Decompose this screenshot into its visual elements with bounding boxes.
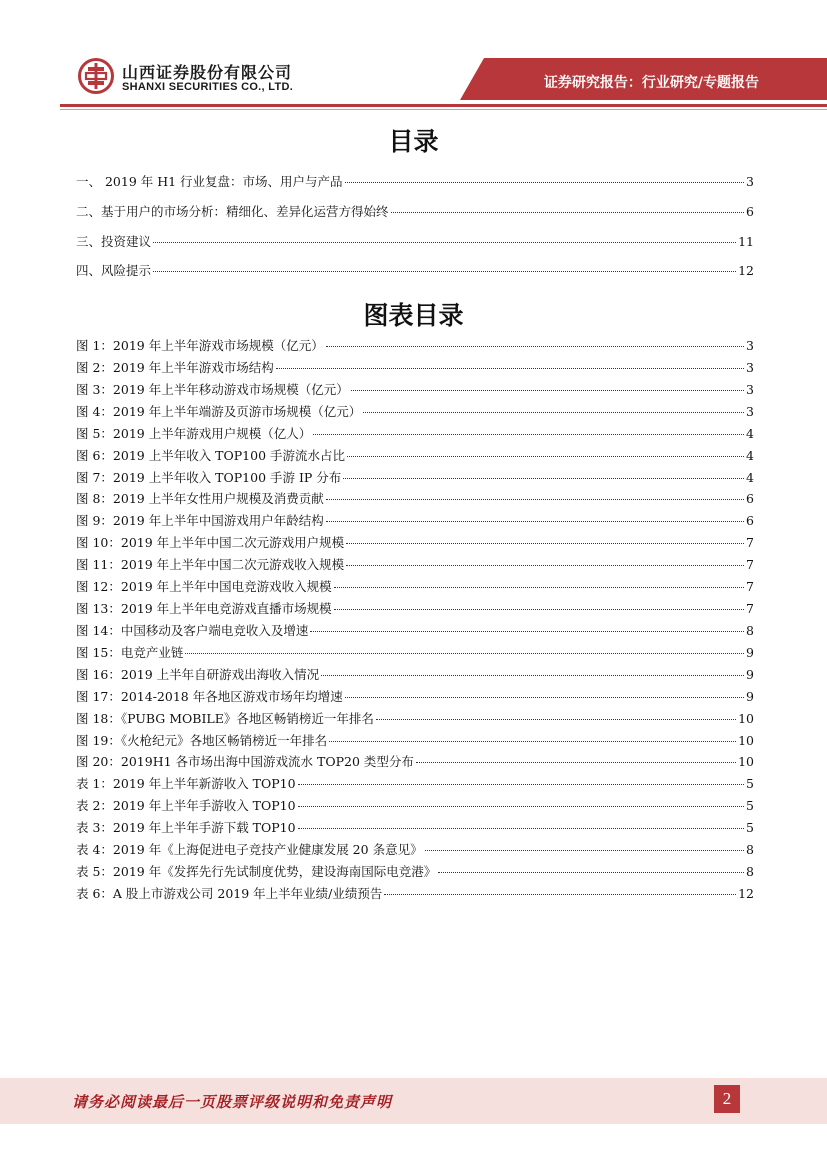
company-name-cn: 山西证券股份有限公司 (122, 63, 293, 82)
toc-item[interactable] (76, 172, 754, 192)
figure-list-item[interactable] (76, 796, 754, 816)
leader-dots (298, 783, 744, 785)
figure-item-page: 10 (738, 754, 754, 770)
leader-dots (153, 241, 736, 243)
figure-list-item[interactable] (76, 731, 754, 751)
figure-item-page: 3 (746, 381, 754, 397)
leader-dots (310, 630, 744, 632)
header-divider (60, 104, 827, 107)
company-name-en: SHANXI SECURITIES CO., LTD. (122, 81, 294, 93)
figure-list-item[interactable] (76, 489, 754, 509)
figure-list-item[interactable] (76, 818, 754, 838)
toc-item-label: 三、投资建议 (76, 234, 152, 249)
figure-item-label: 图 18：《PUBG MOBILE》各地区畅销榜近一年排名 (76, 710, 374, 726)
page-header (0, 0, 827, 110)
figure-item-page: 3 (746, 338, 754, 353)
figures-title: 图表目录 (363, 301, 464, 330)
figure-list-item[interactable] (76, 358, 754, 378)
figure-item-page: 7 (746, 557, 754, 573)
figure-list-item[interactable] (76, 643, 754, 663)
figure-list-item[interactable] (76, 774, 754, 794)
leader-dots (298, 805, 744, 807)
figure-list-item[interactable] (76, 884, 754, 904)
figure-item-page: 5 (746, 798, 754, 814)
figure-item-label: 图 6：2019 上半年收入 TOP100 手游流水占比 (76, 447, 346, 463)
figure-item-label: 图 11：2019 年上半年中国二次元游戏收入规模 (76, 557, 345, 573)
figure-item-label: 图 15：电竞产业链 (76, 644, 184, 660)
leader-dots (346, 542, 744, 544)
figure-item-label: 图 10：2019 年上半年中国二次元游戏用户规模 (76, 535, 345, 551)
figure-item-page: 6 (746, 491, 754, 507)
leader-dots (425, 849, 744, 851)
toc-item-page: 3 (746, 174, 754, 189)
report-type-label: 证券研究报告：行业研究/专题报告 (543, 75, 759, 91)
figure-item-label: 图 19：《火枪纪元》各地区畅销榜近一年排名 (76, 732, 328, 748)
figure-item-page: 9 (746, 666, 754, 682)
figure-item-page: 3 (746, 359, 754, 375)
figure-item-label: 表 5：2019 年《发挥先行先试制度优势，建设海南国际电竞港》 (76, 864, 437, 880)
leader-dots (346, 564, 744, 566)
toc-item[interactable] (76, 232, 754, 252)
figure-item-page: 10 (738, 710, 754, 726)
figure-item-page: 4 (746, 447, 754, 463)
figure-list-item[interactable] (76, 709, 754, 729)
company-logo-icon (78, 58, 114, 94)
figure-list-item[interactable] (76, 752, 754, 772)
figure-item-label: 图 16：2019 上半年自研游戏出海收入情况 (76, 666, 320, 682)
toc-item-label: 二、基于用户的市场分析：精细化、差异化运营方得始终 (76, 204, 389, 219)
leader-dots (326, 498, 744, 500)
page-number: 2 (714, 1085, 740, 1113)
figure-list-item[interactable] (76, 402, 754, 422)
toc-item[interactable] (76, 202, 754, 222)
figure-item-label: 图 17：2014-2018 年各地区游戏市场年均增速 (76, 688, 343, 704)
figure-list-item[interactable] (76, 380, 754, 400)
leader-dots (351, 389, 744, 391)
figure-item-page: 6 (746, 513, 754, 529)
figure-item-page: 12 (738, 886, 754, 901)
toc-item-page: 6 (746, 204, 754, 219)
leader-dots (345, 181, 744, 183)
figure-list-item[interactable] (76, 840, 754, 860)
figure-list-item[interactable] (76, 577, 754, 597)
leader-dots (416, 761, 736, 763)
figure-item-label: 表 4：2019 年《上海促进电子竞技产业健康发展 20 条意见》 (76, 842, 423, 858)
figure-item-label: 表 1：2019 年上半年新游收入 TOP10 (76, 776, 296, 792)
toc-item-label: 一、 2019 年 H1 行业复盘：市场、用户与产品 (76, 174, 343, 189)
figure-item-label: 表 3：2019 年上半年手游下载 TOP10 (76, 820, 296, 836)
figure-item-page: 9 (746, 688, 754, 704)
figure-item-label: 图 13：2019 年上半年电竞游戏直播市场规模 (76, 601, 332, 617)
leader-dots (438, 871, 744, 873)
leader-dots (384, 893, 736, 895)
leader-dots (347, 455, 744, 457)
figure-list-item[interactable] (76, 336, 754, 356)
leader-dots (343, 477, 744, 479)
figure-item-page: 9 (746, 644, 754, 660)
figure-list-item[interactable] (76, 424, 754, 444)
leader-dots (185, 652, 744, 654)
leader-dots (334, 608, 744, 610)
leader-dots (391, 211, 745, 213)
figure-item-label: 图 2：2019 年上半年游戏市场结构 (76, 359, 274, 375)
leader-dots (276, 367, 744, 369)
figure-item-label: 表 6：A 股上市游戏公司 2019 年上半年业绩/业绩预告 (76, 886, 383, 901)
figure-item-label: 图 4：2019 年上半年端游及页游市场规模（亿元） (76, 403, 362, 419)
figure-item-page: 8 (746, 864, 754, 880)
toc-item[interactable] (76, 261, 754, 281)
figure-item-label: 图 9：2019 年上半年中国游戏用户年龄结构 (76, 513, 324, 529)
figure-list-item[interactable] (76, 621, 754, 641)
header-divider-thin (60, 109, 827, 110)
figure-list-item[interactable] (76, 665, 754, 685)
figure-item-page: 7 (746, 601, 754, 617)
leader-dots (313, 433, 744, 435)
figure-item-page: 4 (746, 469, 754, 485)
leader-dots (334, 586, 744, 588)
leader-dots (153, 270, 736, 272)
figure-item-label: 图 8：2019 上半年女性用户规模及消费贡献 (76, 491, 324, 507)
leader-dots (345, 696, 744, 698)
figure-list-item[interactable] (76, 468, 754, 488)
toc-item-page: 12 (738, 263, 754, 278)
figure-item-label: 图 3：2019 年上半年移动游戏市场规模（亿元） (76, 381, 349, 397)
figure-item-page: 7 (746, 535, 754, 551)
leader-dots (326, 345, 744, 347)
leader-dots (329, 740, 736, 742)
figure-item-page: 4 (746, 425, 754, 441)
leader-dots (326, 520, 744, 522)
leader-dots (321, 674, 744, 676)
figure-list-item[interactable] (76, 446, 754, 466)
figure-item-page: 10 (738, 732, 754, 748)
figure-list-item[interactable] (76, 555, 754, 575)
figure-item-label: 表 2：2019 年上半年手游收入 TOP10 (76, 798, 296, 814)
figure-item-page: 5 (746, 776, 754, 792)
figure-item-label: 图 20：2019H1 各市场出海中国游戏流水 TOP20 类型分布 (76, 754, 414, 770)
figure-item-page: 8 (746, 622, 754, 638)
figure-item-label: 图 7：2019 上半年收入 TOP100 手游 IP 分布 (76, 469, 342, 485)
figure-list-item[interactable] (76, 687, 754, 707)
figure-item-label: 图 12：2019 年上半年中国电竞游戏收入规模 (76, 579, 332, 595)
figure-item-label: 图 14：中国移动及客户端电竞收入及增速 (76, 622, 309, 638)
figure-item-page: 5 (746, 820, 754, 836)
figure-list-item[interactable] (76, 511, 754, 531)
figure-item-page: 8 (746, 842, 754, 858)
toc-title: 目录 (388, 127, 439, 156)
toc-item-label: 四、风险提示 (76, 263, 152, 278)
leader-dots (298, 827, 744, 829)
figure-list-item[interactable] (76, 862, 754, 882)
figure-item-label: 图 5：2019 上半年游戏用户规模（亿人） (76, 425, 312, 441)
leader-dots (363, 411, 744, 413)
leader-dots (376, 718, 736, 720)
figure-item-page: 7 (746, 579, 754, 595)
figure-list-item[interactable] (76, 533, 754, 553)
figure-list-item[interactable] (76, 599, 754, 619)
figure-item-page: 3 (746, 403, 754, 419)
disclaimer-notice: 请务必阅读最后一页股票评级说明和免责声明 (72, 1093, 393, 1111)
toc-item-page: 11 (738, 234, 754, 249)
figure-item-label: 图 1：2019 年上半年游戏市场规模（亿元） (76, 338, 324, 353)
